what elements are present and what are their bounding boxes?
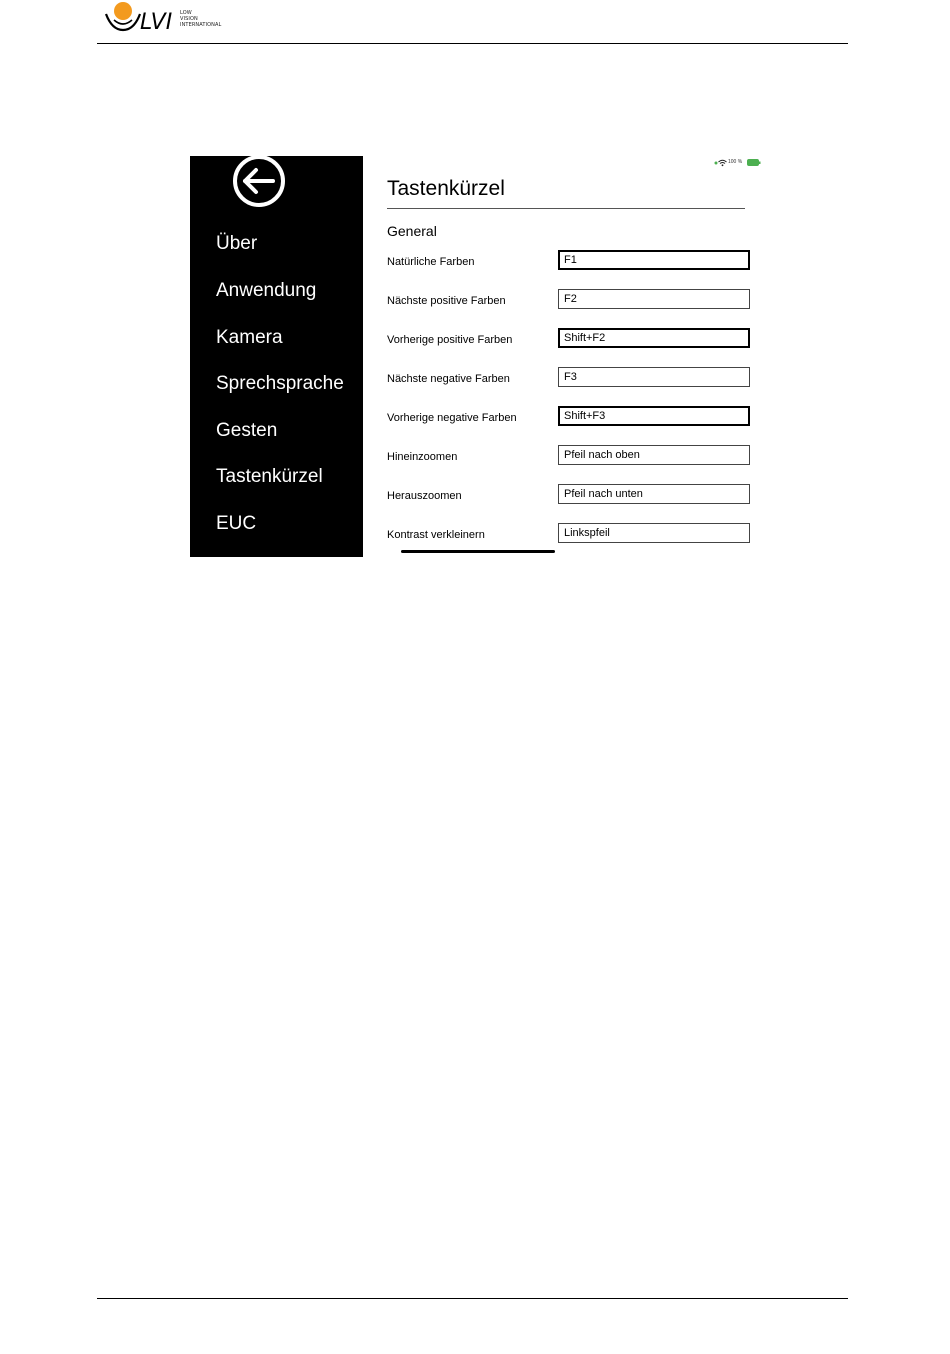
shortcut-label: Vorherige positive Farben: [387, 334, 513, 346]
footer-rule: [97, 1298, 848, 1299]
logo-line-3: INTERNATIONAL: [180, 22, 222, 28]
shortcut-field[interactable]: Linkspfeil: [558, 523, 750, 543]
sidebar-item-uber[interactable]: Über: [216, 233, 258, 254]
shortcut-field[interactable]: F2: [558, 289, 750, 309]
lvi-logo: [104, 0, 234, 36]
sidebar-item-kamera[interactable]: Kamera: [216, 327, 283, 348]
sidebar-item-anwendung[interactable]: Anwendung: [216, 280, 317, 301]
shortcut-label: Nächste negative Farben: [387, 373, 510, 385]
sidebar-item-gesten[interactable]: Gesten: [216, 420, 278, 441]
sidebar: [190, 156, 363, 557]
logo-line-2: VISION: [180, 16, 198, 22]
page-title: Tastenkürzel: [387, 177, 505, 200]
sidebar-item-euc[interactable]: EUC: [216, 513, 257, 534]
shortcut-field[interactable]: Shift+F3: [558, 406, 750, 426]
section-title: General: [387, 223, 437, 239]
shortcut-label: Kontrast verkleinern: [387, 529, 485, 541]
shortcut-label: Herauszoomen: [387, 490, 462, 502]
logo-line-1: LOW: [180, 10, 192, 16]
back-button[interactable]: [232, 156, 286, 208]
arrow-left-circle-icon: [232, 156, 286, 208]
shortcut-label: Natürliche Farben: [387, 256, 475, 268]
shortcut-field[interactable]: Pfeil nach unten: [558, 484, 750, 504]
shortcut-label: Nächste positive Farben: [387, 295, 506, 307]
shortcut-field[interactable]: Shift+F2: [558, 328, 750, 348]
title-divider: [387, 208, 745, 209]
shortcut-label: Hineinzoomen: [387, 451, 458, 463]
svg-text:LVI: LVI: [140, 10, 173, 35]
lvi-logo-icon: [104, 0, 180, 36]
shortcut-field[interactable]: F3: [558, 367, 750, 387]
battery-icon: [747, 159, 761, 167]
shortcut-label: Vorherige negative Farben: [387, 412, 517, 424]
battery-percent: 100 %: [728, 159, 743, 165]
sidebar-item-tastenkurzel[interactable]: Tastenkürzel: [216, 466, 323, 487]
status-bar: [713, 158, 763, 168]
header-rule: [97, 43, 848, 44]
sidebar-item-sprechsprache[interactable]: Sprechsprache: [216, 373, 344, 394]
logo-wordmark: [180, 10, 221, 28]
home-indicator: [401, 550, 555, 553]
app-screenshot: [190, 156, 765, 557]
shortcut-field[interactable]: Pfeil nach oben: [558, 445, 750, 465]
shortcut-field[interactable]: F1: [558, 250, 750, 270]
wifi-icon: [718, 159, 727, 167]
